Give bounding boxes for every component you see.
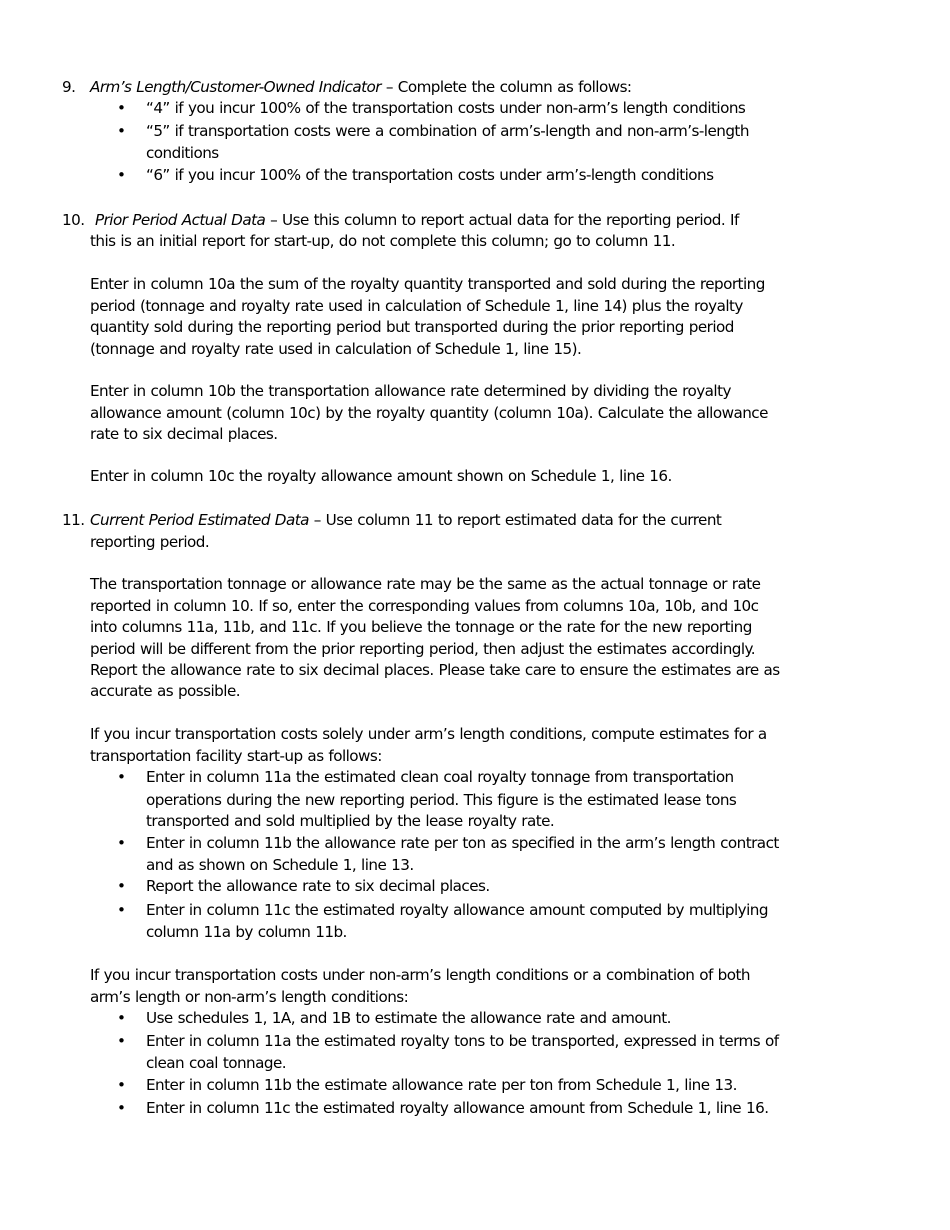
item-intro: – Use column 11 to report estimated data for the current — [308, 511, 722, 529]
paragraph-line: allowance amount (column 10c) by the royalty quantity (column 10a). Calculate the allowance — [90, 404, 768, 422]
paragraph-line: If you incur transportation costs under non-arm’s length conditions or a combination of both — [90, 966, 750, 984]
bullet-symbol: • — [117, 768, 126, 786]
item-intro: – Complete the column as follows: — [380, 78, 632, 96]
bullet-symbol: • — [117, 877, 126, 895]
item-number: 9. — [62, 78, 76, 96]
list-item: Enter in column 11c the estimated royalty allowance amount from Schedule 1, line 16. — [146, 1099, 769, 1117]
list-item-continuation: conditions — [146, 144, 219, 162]
list-item: “4” if you incur 100% of the transportation costs under non-arm’s length conditions — [146, 99, 746, 117]
paragraph-line: Report the allowance rate to six decimal places. Please take care to ensure the estimates are as — [90, 661, 780, 679]
paragraph-line: arm’s length or non-arm’s length conditions: — [90, 988, 409, 1006]
list-item: Enter in column 11b the allowance rate per ton as specified in the arm’s length contract — [146, 834, 779, 852]
bullet-symbol: • — [117, 99, 126, 117]
paragraph-line: The transportation tonnage or allowance rate may be the same as the actual tonnage or rate — [90, 575, 761, 593]
list-item: Enter in column 11a the estimated clean coal royalty tonnage from transportation — [146, 768, 734, 786]
item-intro-continuation: reporting period. — [90, 533, 210, 551]
paragraph-line: rate to six decimal places. — [90, 425, 278, 443]
item-heading — [90, 510, 721, 532]
list-item: Use schedules 1, 1A, and 1B to estimate the allowance rate and amount. — [146, 1009, 671, 1027]
list-item: Report the allowance rate to six decimal places. — [146, 877, 490, 895]
paragraph-line: (tonnage and royalty rate used in calculation of Schedule 1, line 15). — [90, 340, 582, 358]
bullet-symbol: • — [117, 1009, 126, 1027]
item-title: Prior Period Actual Data — [95, 211, 266, 229]
item-intro-continuation: this is an initial report for start-up, do not complete this column; go to column 11. — [90, 232, 676, 250]
list-item-continuation: operations during the new reporting period. This figure is the estimated lease tons — [146, 791, 737, 809]
item-number: 10. — [62, 211, 85, 229]
paragraph-line: reported in column 10. If so, enter the corresponding values from columns 10a, 10b, and 10c — [90, 597, 759, 615]
paragraph-line: quantity sold during the reporting period but transported during the prior reporting period — [90, 318, 734, 336]
list-item-continuation: transported and sold multiplied by the lease royalty rate. — [146, 812, 555, 830]
item-number: 11. — [62, 511, 85, 529]
paragraph-line: period will be different from the prior reporting period, then adjust the estimates accordingly. — [90, 640, 756, 658]
list-item: “5” if transportation costs were a combination of arm’s-length and non-arm’s-length — [146, 122, 749, 140]
item-heading — [90, 77, 632, 99]
paragraph-line: transportation facility start-up as follows: — [90, 747, 382, 765]
item-intro: – Use this column to report actual data for the reporting period. If — [265, 211, 739, 229]
paragraph-line: into columns 11a, 11b, and 11c. If you believe the tonnage or the rate for the new reporting — [90, 618, 752, 636]
paragraph-line: Enter in column 10a the sum of the royalty quantity transported and sold during the reporting — [90, 275, 765, 293]
list-item: Enter in column 11b the estimate allowance rate per ton from Schedule 1, line 13. — [146, 1076, 737, 1094]
list-item-continuation: column 11a by column 11b. — [146, 923, 347, 941]
bullet-symbol: • — [117, 1076, 126, 1094]
list-item: Enter in column 11a the estimated royalty tons to be transported, expressed in terms of — [146, 1032, 779, 1050]
bullet-symbol: • — [117, 834, 126, 852]
bullet-symbol: • — [117, 166, 126, 184]
item-heading — [95, 210, 739, 232]
list-item: Enter in column 11c the estimated royalty allowance amount computed by multiplying — [146, 901, 768, 919]
list-item-continuation: and as shown on Schedule 1, line 13. — [146, 856, 414, 874]
bullet-symbol: • — [117, 122, 126, 140]
paragraph-line: accurate as possible. — [90, 682, 241, 700]
bullet-symbol: • — [117, 1032, 126, 1050]
paragraph-line: period (tonnage and royalty rate used in calculation of Schedule 1, line 14) plus the royalty — [90, 297, 743, 315]
bullet-symbol: • — [117, 1099, 126, 1117]
paragraph-line: If you incur transportation costs solely under arm’s length conditions, compute estimates for a — [90, 725, 767, 743]
bullet-symbol: • — [117, 901, 126, 919]
list-item-continuation: clean coal tonnage. — [146, 1054, 287, 1072]
item-title: Current Period Estimated Data — [90, 511, 309, 529]
list-item: “6” if you incur 100% of the transportation costs under arm’s-length conditions — [146, 166, 714, 184]
item-title: Arm’s Length/Customer-Owned Indicator — [90, 78, 381, 96]
paragraph-line: Enter in column 10b the transportation allowance rate determined by dividing the royalty — [90, 382, 731, 400]
paragraph-line: Enter in column 10c the royalty allowance amount shown on Schedule 1, line 16. — [90, 467, 672, 485]
